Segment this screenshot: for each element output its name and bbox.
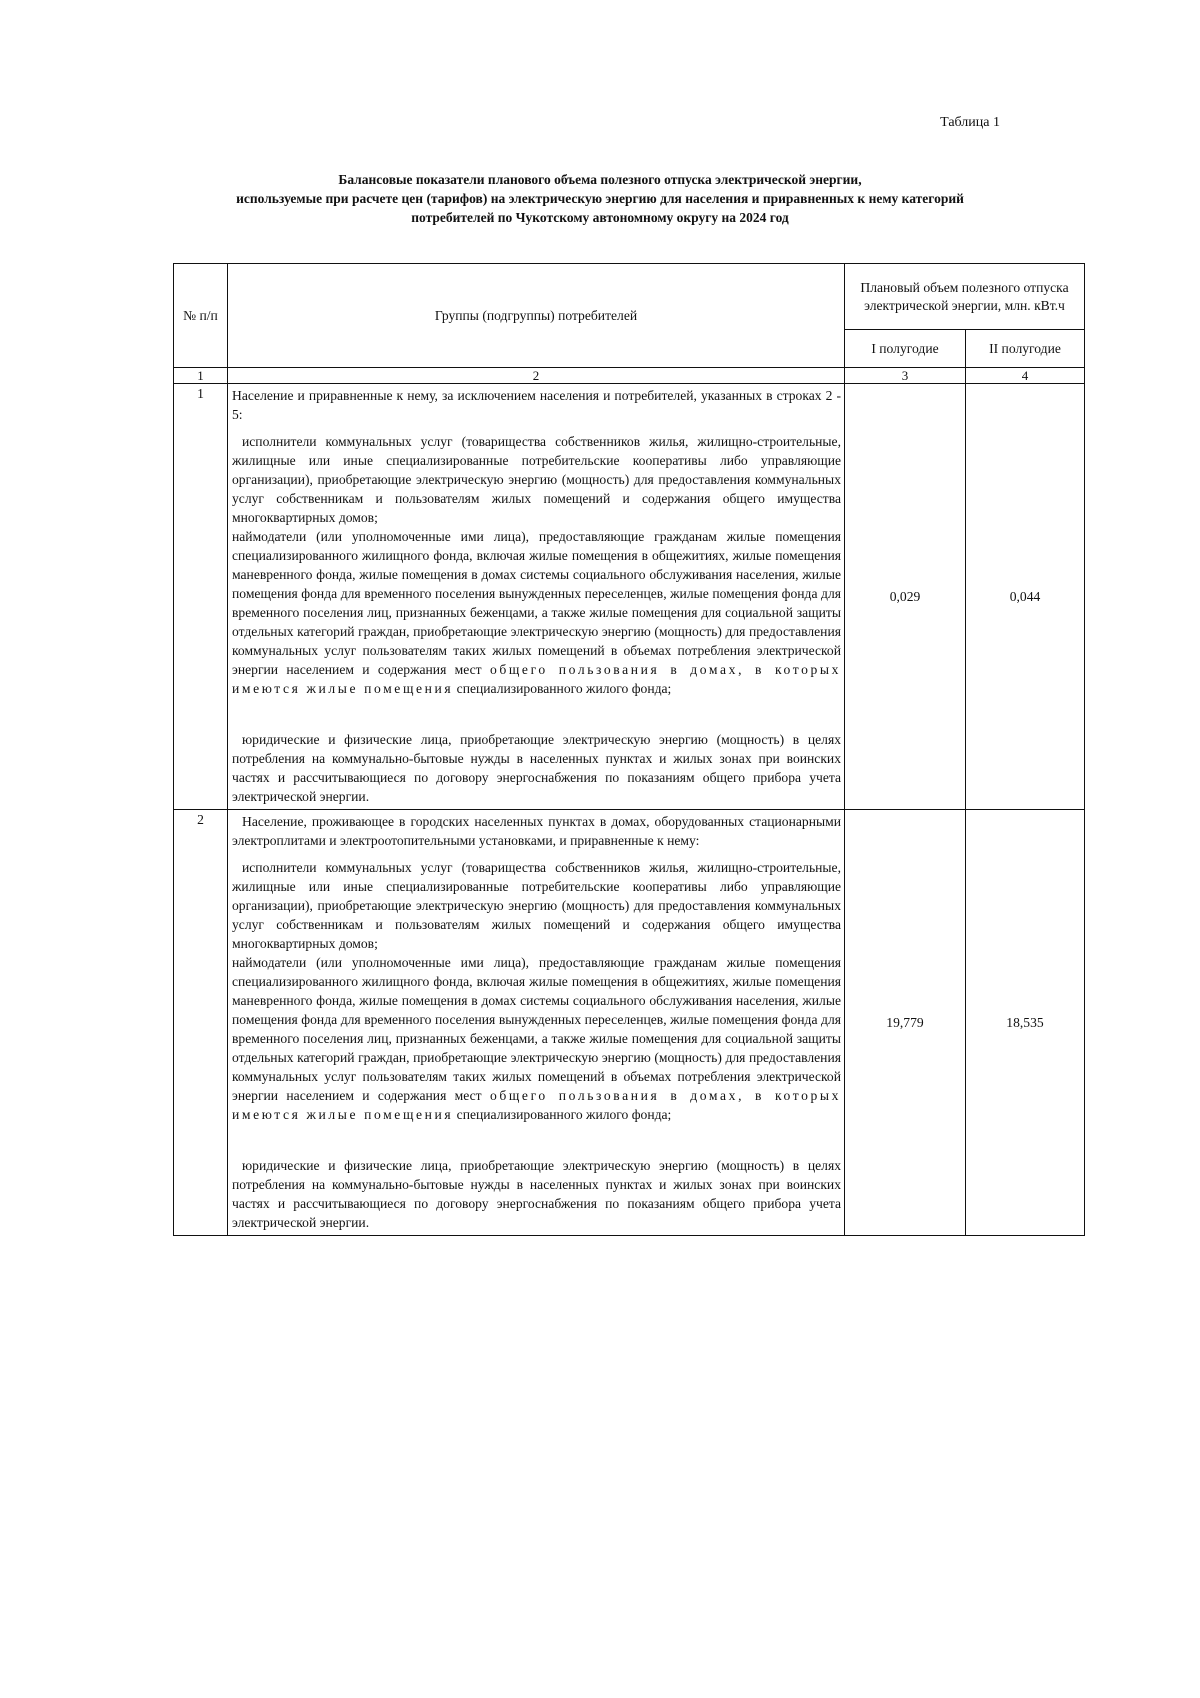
value-half1: 19,779 xyxy=(845,810,966,1236)
group-paragraph: исполнители коммунальных услуг (товарищества собственников жилья, жилищно-строительные, жилищные или иные специализированные потребительские кооперативы либо управляющие организации), приобретающие электрическую энергию (мощность) для предоставления коммунальных услуг собственникам и пользователям жилых помещений и содержания общего имущества многоквартирных домов; xyxy=(232,434,841,525)
row-number: 1 xyxy=(174,384,228,810)
paragraph-text-spaced: общего пользования в домах, в которых имеются жилые помещения xyxy=(232,1088,841,1122)
title-line-2: используемые при расчете цен (тарифов) на электрическую энергию для населения и приравненных к нему категорий xyxy=(236,191,964,206)
table-number-label: Таблица 1 xyxy=(940,115,1000,130)
header-half2: II полугодие xyxy=(966,330,1085,368)
table-row xyxy=(174,384,1085,810)
paragraph-text-end: специализированного жилого фонда; xyxy=(456,681,672,696)
header-volume: Плановый объем полезного отпуска электрической энергии, млн. кВт.ч xyxy=(845,264,1085,330)
header-half1: I полугодие xyxy=(845,330,966,368)
group-paragraph xyxy=(232,953,841,1124)
index-cell: 3 xyxy=(845,368,966,384)
group-paragraph xyxy=(232,527,841,698)
paragraph-text-spaced: общего пользования в домах, в которых имеются жилые помещения xyxy=(232,662,841,696)
document-title xyxy=(170,170,1030,227)
group-intro: Население и приравненные к нему, за исключением населения и потребителей, указанных в строках 2 - 5: xyxy=(232,388,841,422)
header-group: Группы (подгруппы) потребителей xyxy=(228,264,845,368)
header-num: № п/п xyxy=(174,264,228,368)
index-cell: 4 xyxy=(966,368,1085,384)
index-row xyxy=(174,368,1085,384)
value-half2: 0,044 xyxy=(966,384,1085,810)
group-description xyxy=(228,810,845,1236)
group-intro: Население, проживающее в городских населенных пунктах в домах, оборудованных стационарными электроплитами и электроотопительными установками, и приравненные к нему: xyxy=(232,814,841,848)
paragraph-text: наймодатели (или уполномоченные ими лица), предоставляющие гражданам жилые помещения специализированного жилищного фонда, включая жилые помещения в общежитиях, жилые помещения маневренного фонда, жилые помещения в домах системы социального обслуживания населения, жилые помещения фонда для временного поселения вынужденных переселенцев, жилые помещения фонда для временного поселения лиц, признанных беженцами, а также жилые помещения для социальной защиты отдельных категорий граждан, приобретающие электрическую энергию (мощность) для предоставления коммунальных услуг пользователям таких жилых помещений в объемах потребления электрической энергии населением и содержания мест xyxy=(232,955,841,1103)
value-half1: 0,029 xyxy=(845,384,966,810)
table-row xyxy=(174,810,1085,1236)
title-line-3: потребителей по Чукотскому автономному округу на 2024 год xyxy=(411,210,789,225)
row-number: 2 xyxy=(174,810,228,1236)
group-description xyxy=(228,384,845,810)
paragraph-text: наймодатели (или уполномоченные ими лица), предоставляющие гражданам жилые помещения специализированного жилищного фонда, включая жилые помещения в общежитиях, жилые помещения маневренного фонда, жилые помещения в домах системы социального обслуживания населения, жилые помещения фонда для временного поселения вынужденных переселенцев, жилые помещения фонда для временного поселения лиц, признанных беженцами, а также жилые помещения для социальной защиты отдельных категорий граждан, приобретающие электрическую энергию (мощность) для предоставления коммунальных услуг пользователям таких жилых помещений в объемах потребления электрической энергии населением и содержания мест xyxy=(232,529,841,677)
paragraph-text-end: специализированного жилого фонда; xyxy=(456,1107,672,1122)
header-row xyxy=(174,264,1085,330)
group-paragraph: юридические и физические лица, приобретающие электрическую энергию (мощность) в целях потребления на коммунально-бытовые нужды в населенных пунктах и жилых зонах при воинских частях и рассчитывающиеся по договору энергоснабжения по показаниям общего прибора учета электрической энергии. xyxy=(232,732,841,804)
balance-table xyxy=(173,263,1085,1236)
index-cell: 2 xyxy=(228,368,845,384)
group-paragraph: юридические и физические лица, приобретающие электрическую энергию (мощность) в целях потребления на коммунально-бытовые нужды в населенных пунктах и жилых зонах при воинских частях и рассчитывающиеся по договору энергоснабжения по показаниям общего прибора учета электрической энергии. xyxy=(232,1158,841,1230)
value-half2: 18,535 xyxy=(966,810,1085,1236)
group-paragraph: исполнители коммунальных услуг (товарищества собственников жилья, жилищно-строительные, жилищные или иные специализированные потребительские кооперативы либо управляющие организации), приобретающие электрическую энергию (мощность) для предоставления коммунальных услуг собственникам и пользователям жилых помещений и содержания общего имущества многоквартирных домов; xyxy=(232,860,841,951)
index-cell: 1 xyxy=(174,368,228,384)
title-line-1: Балансовые показатели планового объема полезного отпуска электрической энергии, xyxy=(338,172,862,187)
